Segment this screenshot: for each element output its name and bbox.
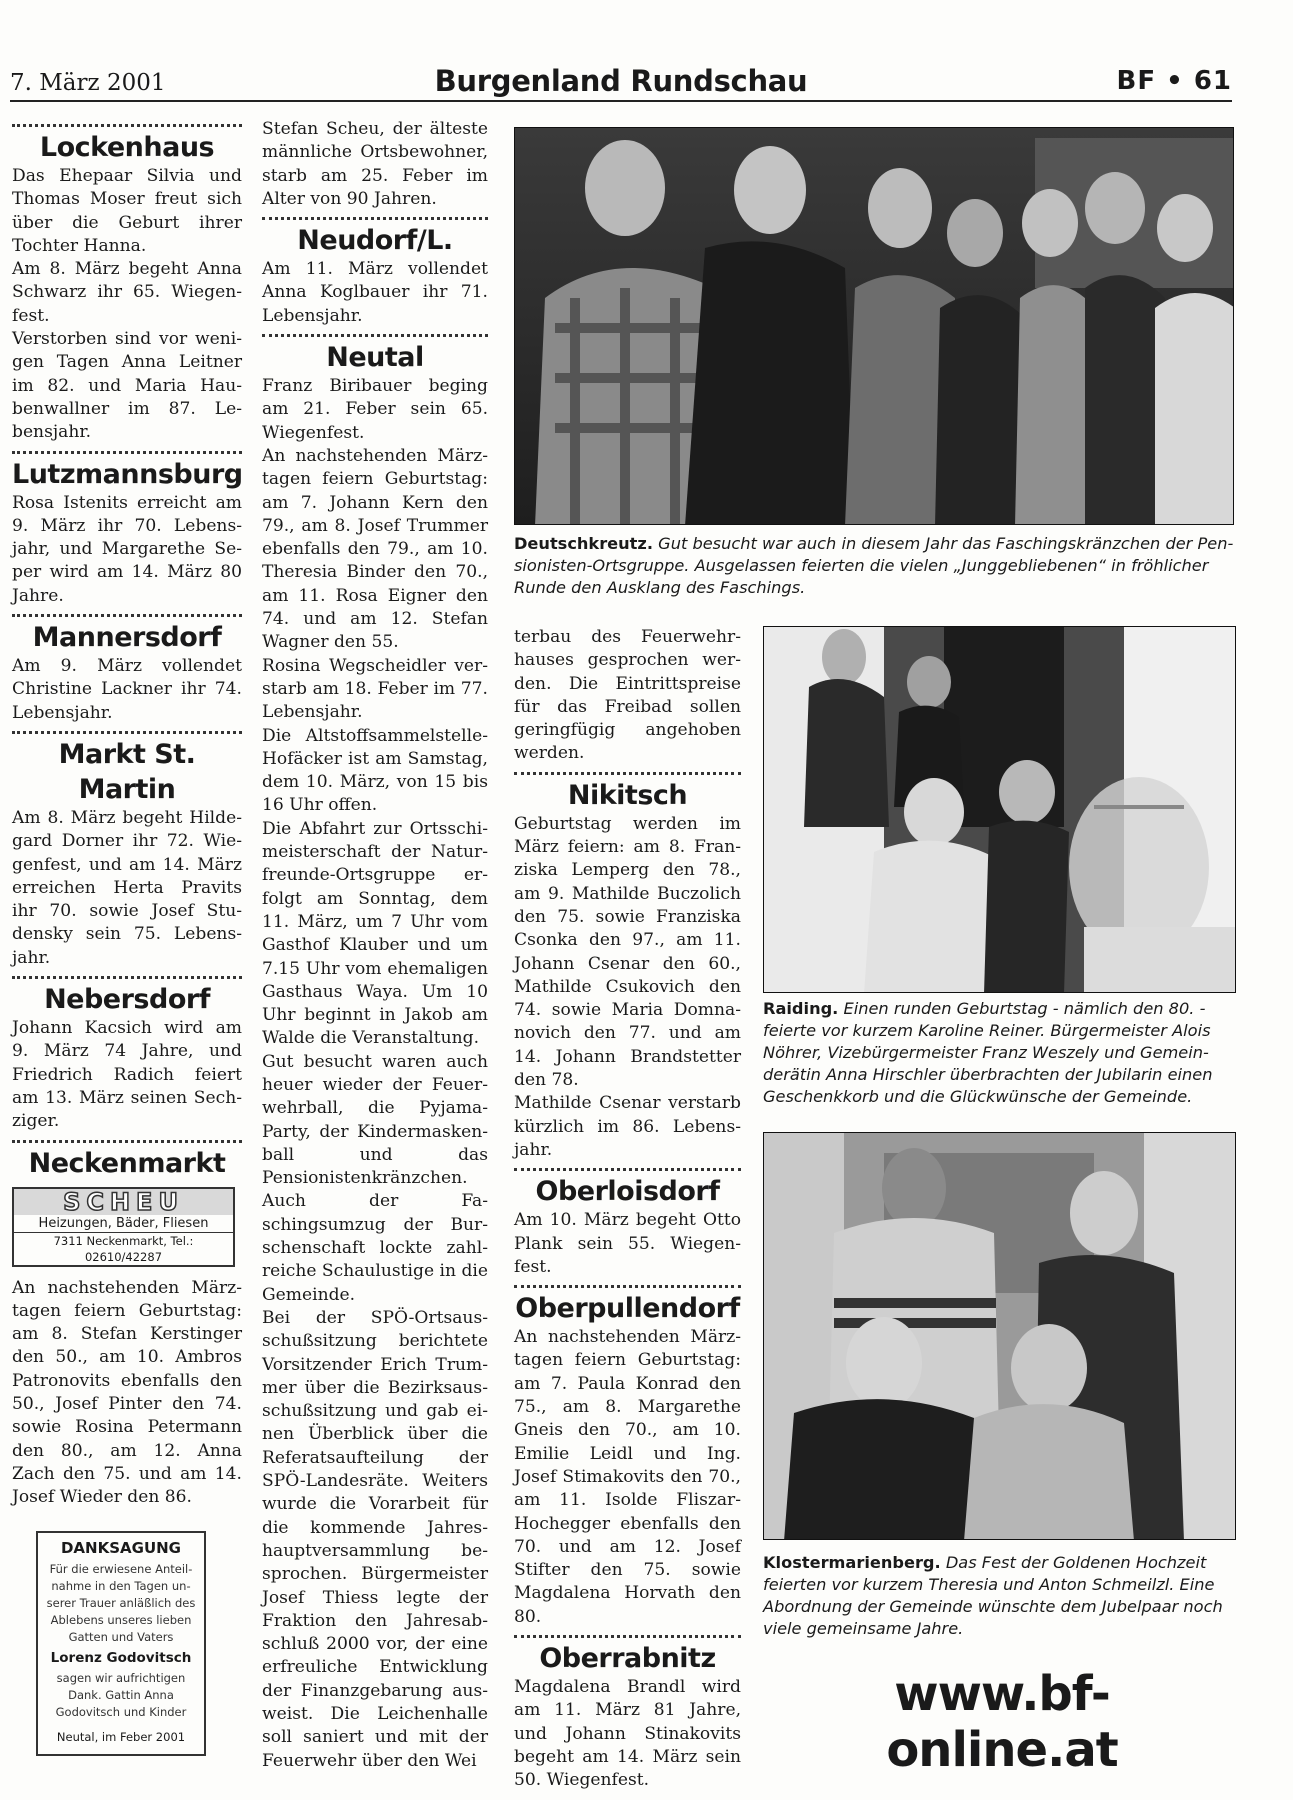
caption-text: Gut besucht war auch in diesem Jahr das Faschingskränzchen der Pensionisten-Ortsgruppe. Ausgelassen feierten die vielen „Junggebliebenen“ in fröhlicher Runde den Ausklang des Faschings.	[514, 534, 1234, 597]
article-paragraph: Am 10. März begeht Otto Plank sein 55. Wiegenfest.	[514, 1210, 741, 1277]
photo-raiding-birthday	[763, 626, 1236, 993]
dotted-divider	[12, 451, 242, 454]
dotted-divider	[12, 976, 242, 979]
dotted-divider	[514, 772, 741, 775]
caption-deutschkreutz	[514, 533, 1236, 599]
section-title-oberloisdorf: Oberloisdorf	[535, 1176, 720, 1208]
photo-klostermarienberg-golden-wedding	[763, 1132, 1236, 1540]
article-paragraph: Das Ehepaar Silvia und Thomas Moser freut sich über die Geburt ihrer Tochter Hanna.	[12, 166, 242, 256]
article-paragraph: Verstorben sind vor wenigen Tagen Anna Leitner im 82. und Maria Haubenwallner im 87. Lebensjahr.	[12, 329, 242, 443]
section-title-oberpullendorf: Oberpullendorf	[515, 1293, 740, 1325]
website-link[interactable]: www.bf-online.at	[886, 1666, 1118, 1778]
section-title-lutzmannsburg: Lutzmannsburg	[12, 458, 243, 490]
ad-brand-logo: SCHEU	[14, 1189, 233, 1215]
article-paragraph: Gut besucht waren auch heuer wieder der Feuerwehrball, die PyjamaParty, der Kindermaskenball und das Pensionistenkränzchen. Auch der Faschingsumzug der Burschenschaft lockte zahlreiche Schaulustige in die Gemeinde.	[262, 1051, 488, 1305]
article-paragraph: An nachstehenden Märztagen feiern Geburtstag: am 8. Stefan Kerstinger den 50., am 10. Ambros Patronovits ebenfalls den 50., Josef Pinter den 74. sowie Rosina Petermann den 80., am 12. Anna Zach den 75. und am 14. Josef Wieder den 86.	[12, 1277, 242, 1508]
dotted-divider	[262, 217, 488, 220]
caption-text: Das Fest der Goldenen Hochzeit feierten vor kurzem Theresia und Anton Schmeilzl. Eine Abordnung der Gemeinde wünschte dem Jubelpaar noch viele gemeinsame Jahre.	[763, 1553, 1223, 1638]
section-title-neckenmarkt: Neckenmarkt	[28, 1147, 226, 1179]
article-paragraph: Am 8. März begeht Anna Schwarz ihr 65. Wiegenfest.	[12, 259, 242, 326]
section-title-nikitsch: Nikitsch	[567, 779, 688, 811]
caption-place: Klostermarienberg.	[763, 1553, 941, 1572]
article-paragraph: Magdalena Brandl wird am 11. März 81 Jahre, und Johann Stinakovits begeht am 14. März sein 50. Wiegenfest.	[514, 1676, 741, 1791]
notice-text: Für die erwiesene Anteilnahme in den Tagen unserer Trauer anläßlich des Ablebens unseres lieben Gatten und Vaters	[46, 1562, 196, 1645]
newspaper-title: Burgenland Rundschau	[434, 64, 808, 98]
caption-raiding	[763, 998, 1237, 1108]
section-title-neutal: Neutal	[326, 342, 424, 374]
photo-illustration	[764, 627, 1236, 993]
dotted-divider	[514, 1285, 741, 1288]
dotted-divider	[12, 614, 242, 617]
article-paragraph: Die Abfahrt zur Ortsschimeisterschaft der Naturfreunde-Ortsgruppe erfolgt am Sonntag, dem 11. März, um 7 Uhr vom Gasthof Klauber und um 7.15 Uhr vom ehemaligen Gasthaus Waya. Um 10 Uhr beginnt in Jakob am Walde die Veranstaltung.	[262, 818, 488, 1049]
section-title-markt-st-martin: Markt St. Martin	[58, 738, 196, 805]
article-paragraph: Franz Biribauer beging am 21. Feber sein 65. Wiegenfest.	[262, 376, 488, 443]
column-1	[12, 118, 242, 1756]
caption-place: Deutschkreutz.	[514, 534, 653, 553]
dotted-divider	[12, 731, 242, 734]
article-paragraph: terbau des Feuerwehrhauses gesprochen werden. Die Eintrittspreise für das Freibad sollen geringfügig angehoben werden.	[514, 627, 741, 764]
dotted-divider	[514, 1168, 741, 1171]
scheu-advertisement	[12, 1187, 235, 1267]
article-paragraph: Am 11. März vollendet Anna Koglbauer ihr 71. Lebensjahr.	[262, 259, 488, 326]
article-paragraph: Rosina Wegscheidler verstarb am 18. Feber im 77. Lebensjahr.	[262, 655, 488, 723]
section-title-neudorf: Neudorf/L.	[297, 225, 453, 257]
article-paragraph: Am 9. März vollendet Christine Lackner ihr 74. Lebensjahr.	[12, 656, 242, 723]
article-paragraph: Geburtstag werden im März feiern: am 8. Franziska Lemperg den 78., am 9. Mathilde Buczolich den 75. sowie Franziska Csonka den 97., am 11. Johann Csenar den 60., Mathilde Csukovich den 74. sowie Maria Domnanovich den 77. und am 14. Johann Brandstetter den 78.	[514, 813, 741, 1091]
photo-illustration	[515, 128, 1234, 525]
article-paragraph: Rosa Istenits erreicht am 9. März ihr 70. Lebensjahr, und Margarethe Seper wird am 14. März 80 Jahre.	[12, 492, 242, 606]
article-paragraph: An nachstehenden Märztagen feiern Geburtstag: am 7. Johann Kern den 79., am 8. Josef Trummer ebenfalls den 79., am 10. Theresia Binder den 70., am 11. Rosa Eigner den 74. und am 12. Stefan Wagner den 55.	[262, 445, 488, 653]
column-3	[514, 626, 741, 1792]
column-2	[262, 118, 488, 1773]
section-title-nebersdorf: Nebersdorf	[44, 984, 210, 1016]
photo-illustration	[764, 1133, 1236, 1540]
article-paragraph: An nachstehenden Märztagen feiern Geburtstag: am 7. Paula Konrad den 75., am 8. Margarethe Gneis den 70., am 10. Emilie Leidl und Ing. Josef Stimakovits den 70., am 11. Isolde Fliszar-Hochegger ebenfalls den 70. und am 12. Josef Stifter den 75. sowie Magdalena Horvath den 80.	[514, 1327, 741, 1627]
notice-footer: Neutal, im Feber 2001	[56, 1730, 186, 1745]
caption-klostermarienberg	[763, 1552, 1237, 1640]
article-paragraph: Stefan Scheu, der älteste männliche Ortsbewohner, starb am 25. Feber im Alter von 90 Jahren.	[262, 119, 488, 209]
section-title-lockenhaus: Lockenhaus	[39, 132, 215, 163]
caption-place: Raiding.	[763, 999, 839, 1018]
article-paragraph: Die AltstoffsammelstelleHofäcker ist am Samstag, dem 10. März, von 15 bis 16 Uhr offen.	[262, 725, 488, 816]
article-paragraph: Bei der SPÖ-Ortsausschußsitzung berichtete Vorsitzender Erich Trummer über die Bezirksausschußsitzung und gab einen Überblick über die Referatsaufteilung der SPÖ-Landesräte. Weiters wurde die Vorarbeit für die kommende Jahreshauptversammlung besprochen. Bürgermeister Josef Thiess legte der Fraktion den Jahresabschluß 2000 vor, der eine erfreuliche Entwicklung der Finanzgebarung ausweist. Die Leichenhalle soll saniert und mit der Feuerwehr über den Wei	[262, 1307, 488, 1771]
notice-name: Lorenz Godovitsch	[50, 1650, 192, 1667]
article-paragraph: Johann Kacsich wird am 9. März 74 Jahre, und Friedrich Radich feiert am 13. März seinen Sechziger.	[12, 1018, 242, 1132]
dotted-divider	[262, 334, 488, 337]
article-paragraph: Mathilde Csenar verstarb kürzlich im 86. Lebensjahr.	[514, 1093, 741, 1160]
ad-address: 7311 Neckenmarkt, Tel.: 02610/42287	[14, 1232, 233, 1265]
article-paragraph: Am 8. März begeht Hildegard Dorner ihr 72. Wiegenfest, und am 14. März erreichen Herta Pravits ihr 70. sowie Josef Studensky sein 75. Lebensjahr.	[12, 807, 242, 968]
photo-deutschkreutz-dancers	[514, 127, 1234, 525]
section-title-mannersdorf: Mannersdorf	[32, 622, 222, 654]
dotted-divider	[12, 124, 242, 127]
caption-text: Einen runden Geburtstag - nämlich den 80. - feierte vor kurzem Karoline Reiner. Bürgermeister Alois Nöhrer, Vizebürgermeister Franz Weszely und Gemeinderätin Anna Hirschler überbrachten der Jubilarin einen Geschenkkorb und die Glückwünsche der Gemeinde.	[763, 999, 1213, 1106]
page-header	[10, 62, 1232, 102]
dotted-divider	[12, 1140, 242, 1143]
section-title-oberrabnitz: Oberrabnitz	[539, 1642, 716, 1674]
danksagung-notice	[36, 1531, 206, 1756]
notice-text: sagen wir aufrichtigen Dank. Gattin Anna Godovitsch und Kinder	[55, 1671, 187, 1720]
notice-heading: DANKSAGUNG	[60, 1539, 181, 1558]
dotted-divider	[514, 1635, 741, 1638]
issue-date: 7. März 2001	[10, 70, 166, 96]
page-number: BF • 61	[1116, 66, 1232, 96]
ad-services: Heizungen, Bäder, Fliesen	[38, 1215, 209, 1231]
